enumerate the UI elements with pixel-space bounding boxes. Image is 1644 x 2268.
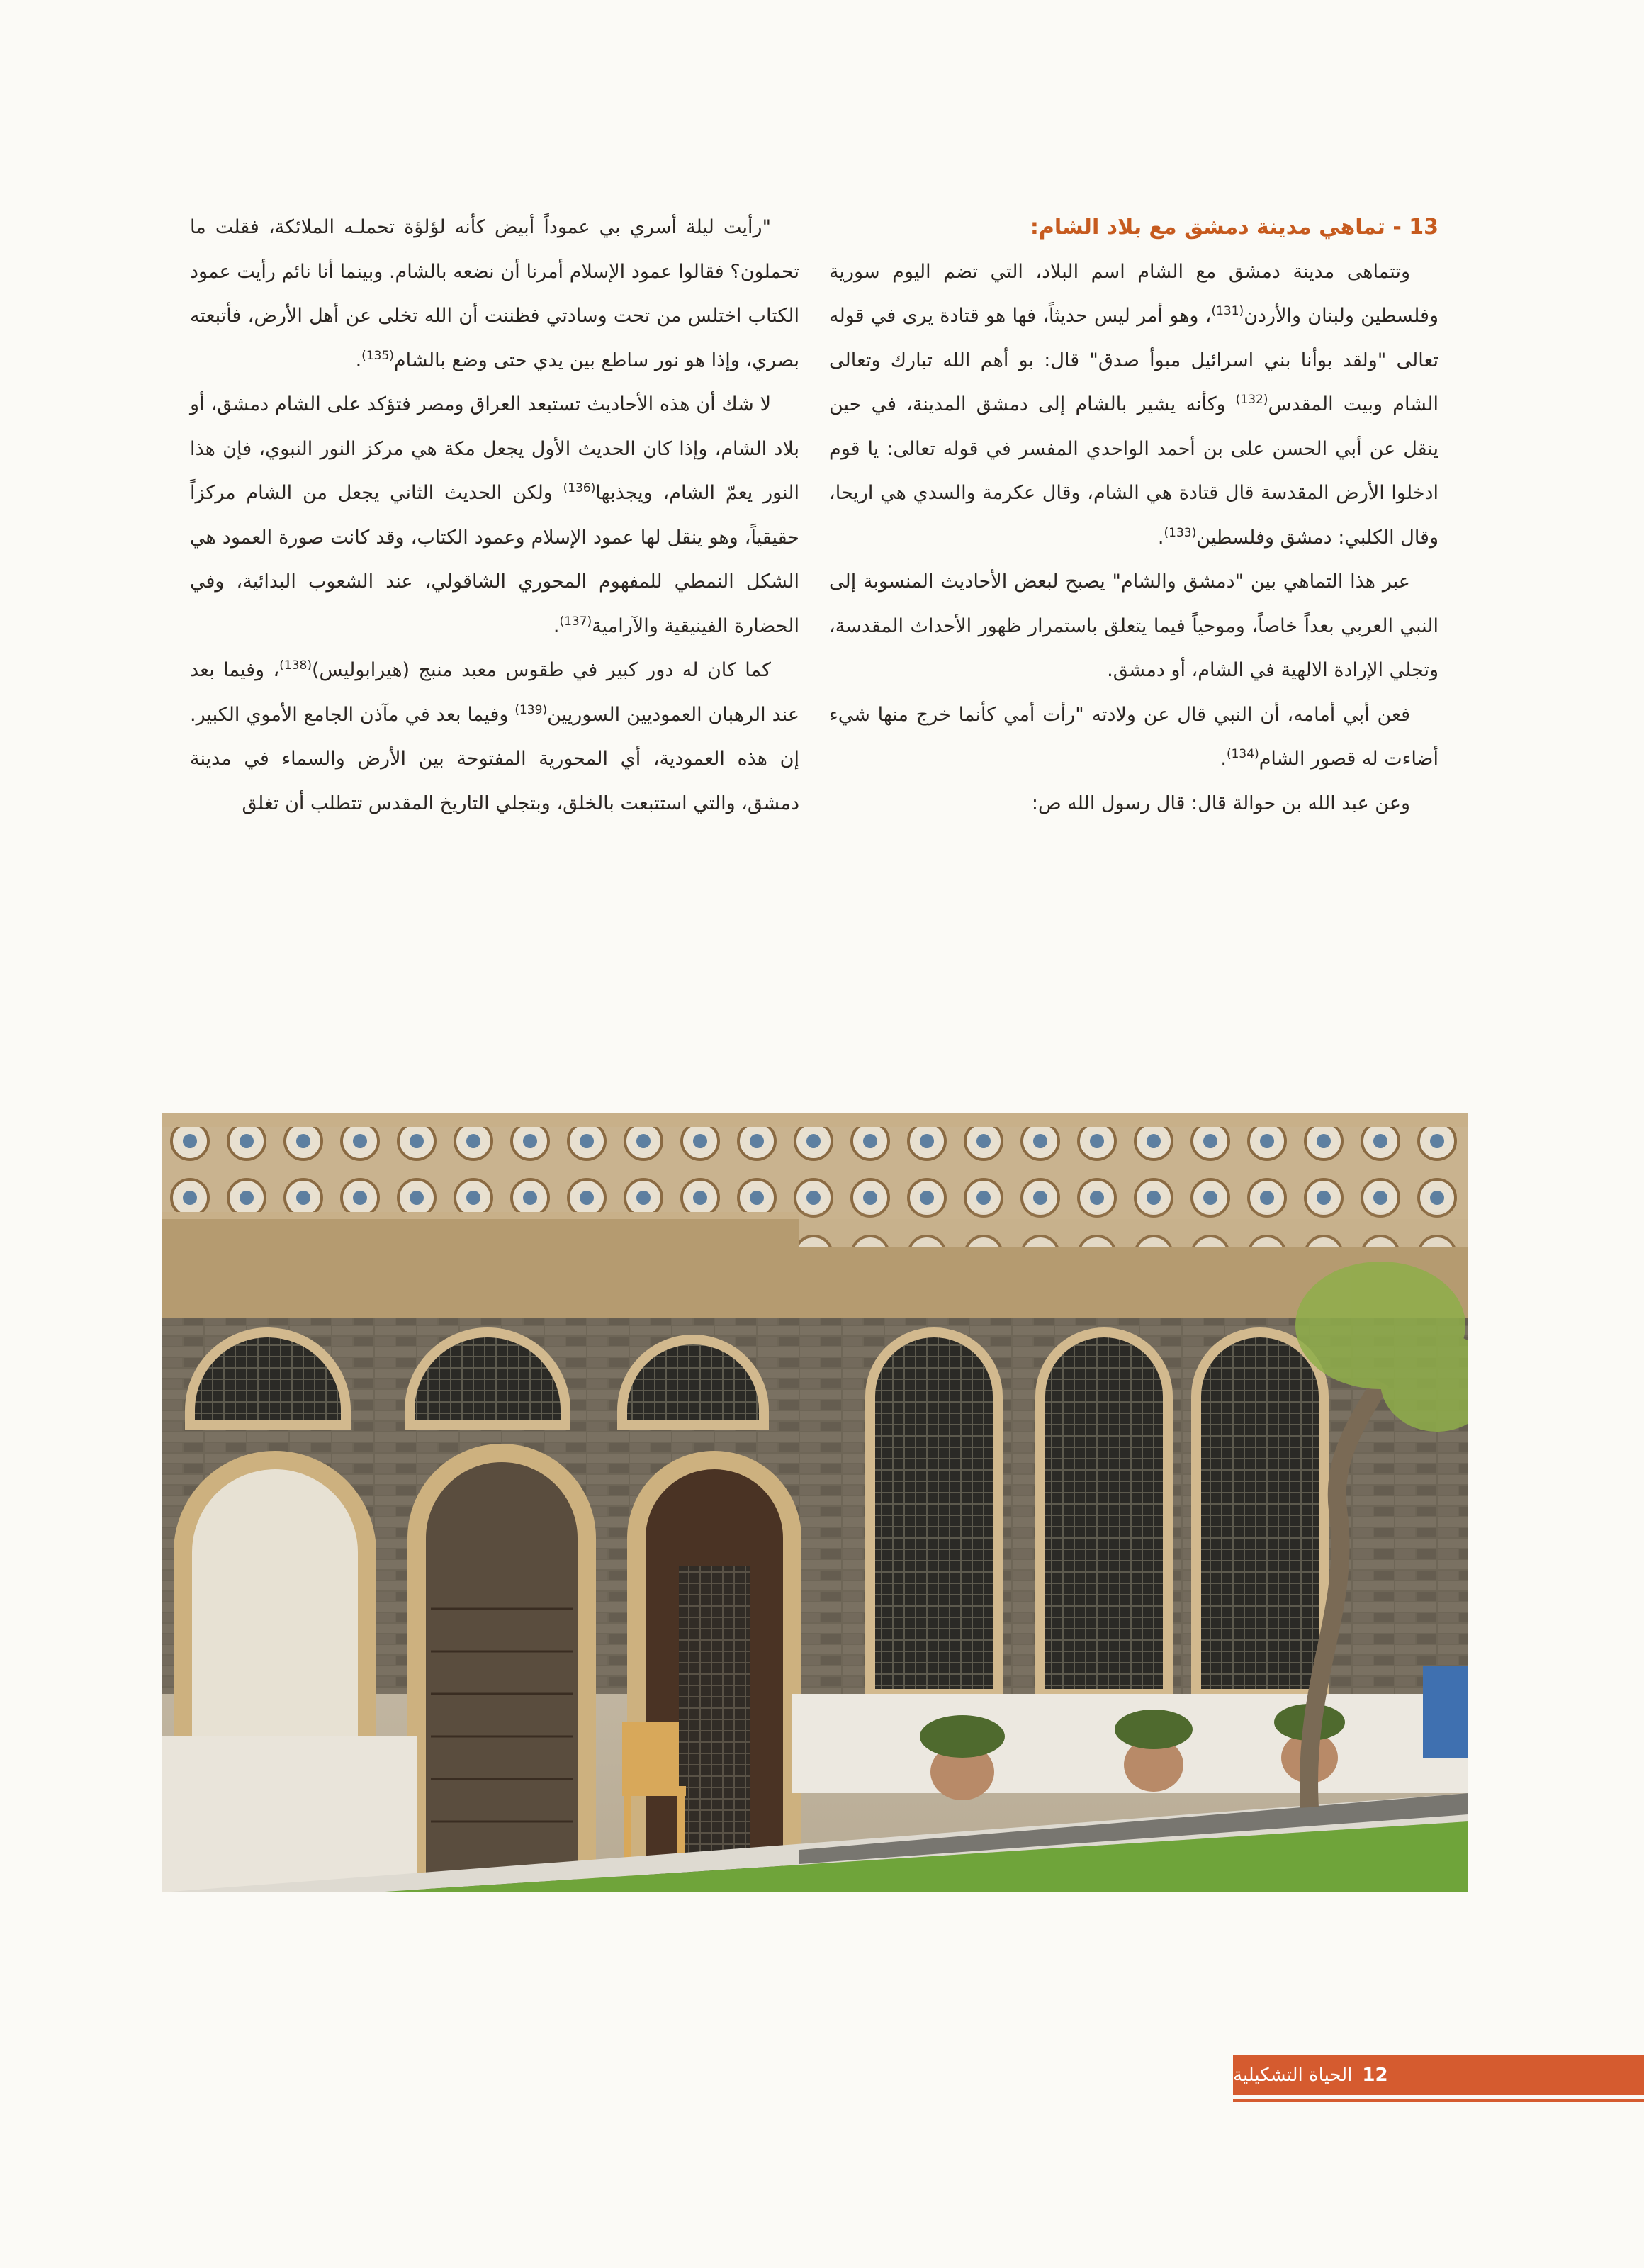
courtyard-facade-photo	[162, 1113, 1468, 1892]
article-right-column	[829, 206, 1438, 826]
photo-illustration	[162, 1113, 1468, 1892]
footer-rule	[1233, 2099, 1644, 2102]
footer-bar	[1233, 2055, 1644, 2095]
paragraph-5: "رأيت ليلة أسري بي عموداً أبيض كأنه لؤلؤة تحملـه الملائكة، فقلت ما تحملون؟ فقالوا عمود الإسلام أمرنا أن نضعه بالشام. وبينما أنا نائم رأيت عمود الكتاب اختلس من تحت وسادتي فظننت أن الله تخلى عن أهل الأرض، فأتبعته بصري، وإذا هو نور ساطع بين يدي حتى وضع بالشام$^{(135)}$.	[190, 216, 799, 371]
paragraph-6: لا شك أن هذه الأحاديث تستبعد العراق ومصر فتؤكد على الشام دمشق، أو بلاد الشام، وإذا كان الحديث الأول يجعل مكة هي مركز النور النبوي، فإن هذا النور يعمّ الشام، ويجذبها$^{(136)}$ ولكن الحديث الثاني يجعل من الشام مركزاً حقيقياً، وهو ينقل لها عمود الإسلام وعمود الكتاب، وقد كانت صورة العمود هي الشكل النمطي للمفهوم المحوري الشاقولي، عند الشعوب البدائية، وفي الحضارة الفينيقية والآرامية$^{(137)}$.	[190, 393, 799, 637]
footnote-ref: (135)	[361, 348, 394, 363]
paragraph-2: عبر هذا التماهي بين "دمشق والشام" يصبح لبعض الأحاديث المنسوبة إلى النبي العربي بعداً خاصاً، وموحياً فيما يتعلق باستمرار ظهور الأحداث المقدسة، وتجلي الإرادة الالهية في الشام، أو دمشق.	[829, 571, 1438, 681]
footnote-ref: (133)	[1164, 525, 1197, 540]
footnote-ref: (136)	[563, 481, 596, 495]
footnote-ref: (137)	[559, 614, 592, 629]
footnote-ref: (131)	[1211, 304, 1244, 318]
footnote-ref: (132)	[1235, 393, 1268, 407]
page-number: 12	[1362, 2065, 1388, 2086]
paragraph-4: وعن عبد الله بن حوالة قال: قال رسول الله ص:	[1031, 792, 1410, 814]
article-left-column	[190, 206, 799, 826]
footnote-ref: (138)	[279, 658, 312, 673]
magazine-name: الحياة التشكيلية	[1233, 2065, 1353, 2086]
paragraph-3: فعن أبي أمامه، أن النبي قال عن ولادته "رأت أمي كأنما خرج منها شيء أضاءت له قصور الشام$^{(134)}$.	[829, 703, 1438, 770]
section-heading: 13 - تماهي مدينة دمشق مع بلاد الشام:	[1030, 215, 1438, 240]
paragraph-1: وتتماهى مدينة دمشق مع الشام اسم البلاد، التي تضم اليوم سورية وفلسطين ولبنان والأردن$^{(131)}$، وهو أمر ليس حديثاً، فها هو قتادة يرى في قوله تعالى "ولقد بوأنا بني اسرائيل مبوأ صدق" قال: بو أهم الله تبارك وتعالى الشام وبيت المقدس$^{(132)}$ وكأنه يشير بالشام إلى دمشق المدينة، في حين ينقل عن أبي الحسن على بن أحمد الواحدي المفسر في قوله تعالى: يا قوم ادخلوا الأرض المقدسة قال قتادة هي الشام، وقال عكرمة والسدي هي اريحا، وقال الكلبي: دمشق وفلسطين$^{(133)}$.	[829, 260, 1438, 549]
footnote-ref: (139)	[514, 702, 548, 717]
footnote-ref: (134)	[1226, 747, 1259, 761]
paragraph-7: كما كان له دور كبير في طقوس معبد منبج (هيرابوليس)$^{(138)}$، وفيما بعد عند الرهبان العموديين السوريين$^{(139)}$ وفيما بعد في مآذن الجامع الأموي الكبير. إن هذه العمودية، أي المحورية المفتوحة بين الأرض والسماء في مدينة دمشق، والتي استتبعت بالخلق، وبتجلي التاريخ المقدس تتطلب أن تغلق	[190, 658, 799, 814]
